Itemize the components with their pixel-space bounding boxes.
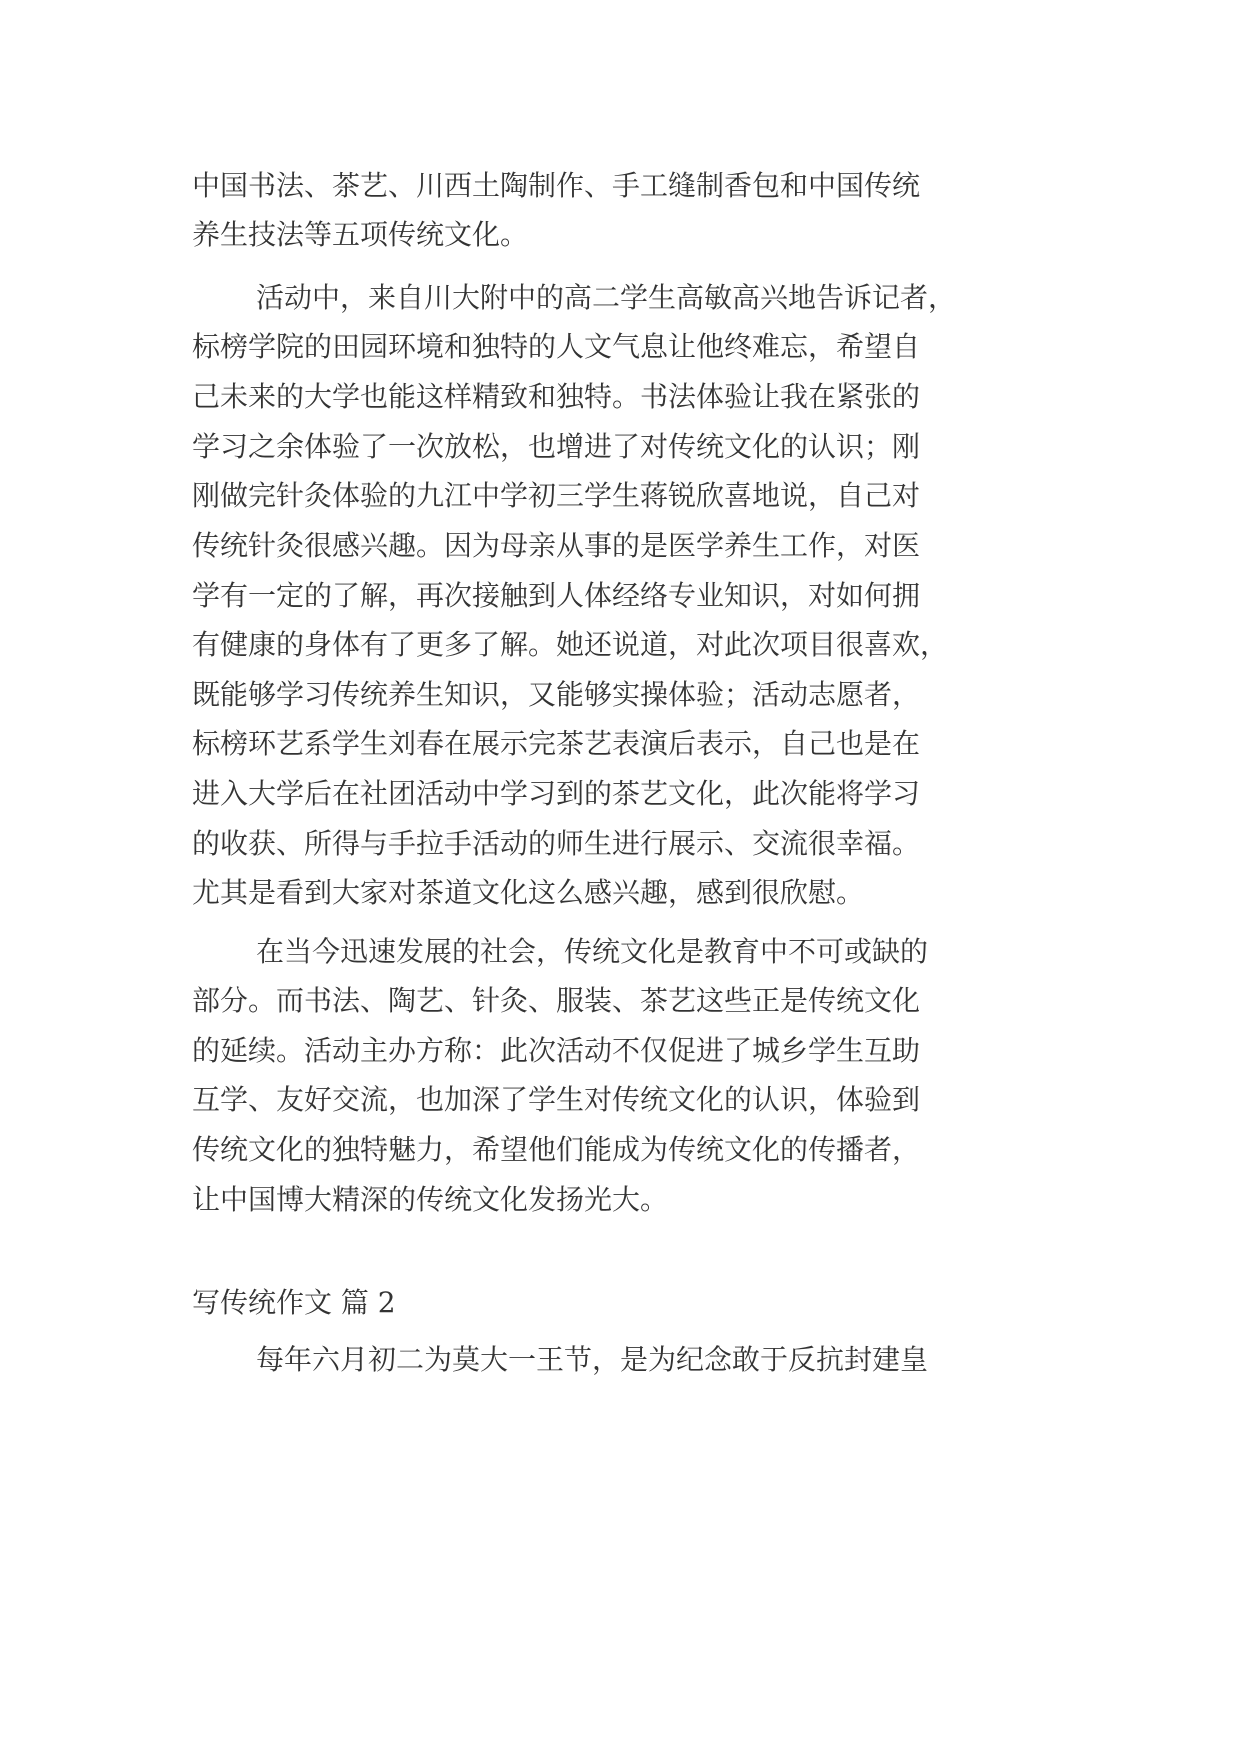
paragraph-line: 尤其是看到大家对茶道文化这么感兴趣，感到很欣慰。 [192, 876, 865, 909]
paragraph-line: 在当今迅速发展的社会，传统文化是教育中不可或缺的 [256, 935, 929, 968]
paragraph-line: 部分。而书法、陶艺、针灸、服装、茶艺这些正是传统文化 [192, 984, 921, 1017]
paragraph-line: 刚做完针灸体验的九江中学初三学生蒋锐欣喜地说，自己对 [192, 479, 921, 512]
paragraph-line: 的延续。活动主办方称：此次活动不仅促进了城乡学生互助 [192, 1034, 921, 1067]
paragraph-line: 让中国博大精深的传统文化发扬光大。 [192, 1183, 669, 1216]
paragraph-line: 互学、友好交流，也加深了学生对传统文化的认识，体验到 [192, 1083, 921, 1116]
paragraph-line: 养生技法等五项传统文化。 [192, 218, 529, 251]
paragraph-line: 每年六月初二为莫大一王节，是为纪念敢于反抗封建皇 [256, 1343, 929, 1376]
paragraph-line: 学习之余体验了一次放松，也增进了对传统文化的认识；刚 [192, 430, 921, 463]
paragraph-line: 中国书法、茶艺、川西土陶制作、手工缝制香包和中国传统 [192, 169, 921, 202]
section-heading: 写传统作文 篇 2 [192, 1286, 396, 1319]
paragraph-line: 有健康的身体有了更多了解。她还说道，对此次项目很喜欢， [192, 628, 949, 661]
paragraph-line: 己未来的大学也能这样精致和独特。书法体验让我在紧张的 [192, 380, 921, 413]
paragraph-line: 传统文化的独特魅力，希望他们能成为传统文化的传播者， [192, 1133, 921, 1166]
paragraph-line: 的收获、所得与手拉手活动的师生进行展示、交流很幸福。 [192, 827, 921, 860]
paragraph-line: 标榜学院的田园环境和独特的人文气息让他终难忘，希望自 [192, 330, 921, 363]
paragraph-line: 学有一定的了解，再次接触到人体经络专业知识，对如何拥 [192, 579, 921, 612]
paragraph-line: 标榜环艺系学生刘春在展示完茶艺表演后表示，自己也是在 [192, 727, 921, 760]
paragraph-line: 既能够学习传统养生知识，又能够实操体验；活动志愿者， [192, 678, 921, 711]
paragraph-line: 进入大学后在社团活动中学习到的茶艺文化，此次能将学习 [192, 777, 921, 810]
paragraph-line: 活动中，来自川大附中的高二学生高敏高兴地告诉记者， [256, 281, 957, 314]
paragraph-line: 传统针灸很感兴趣。因为母亲从事的是医学养生工作，对医 [192, 529, 921, 562]
